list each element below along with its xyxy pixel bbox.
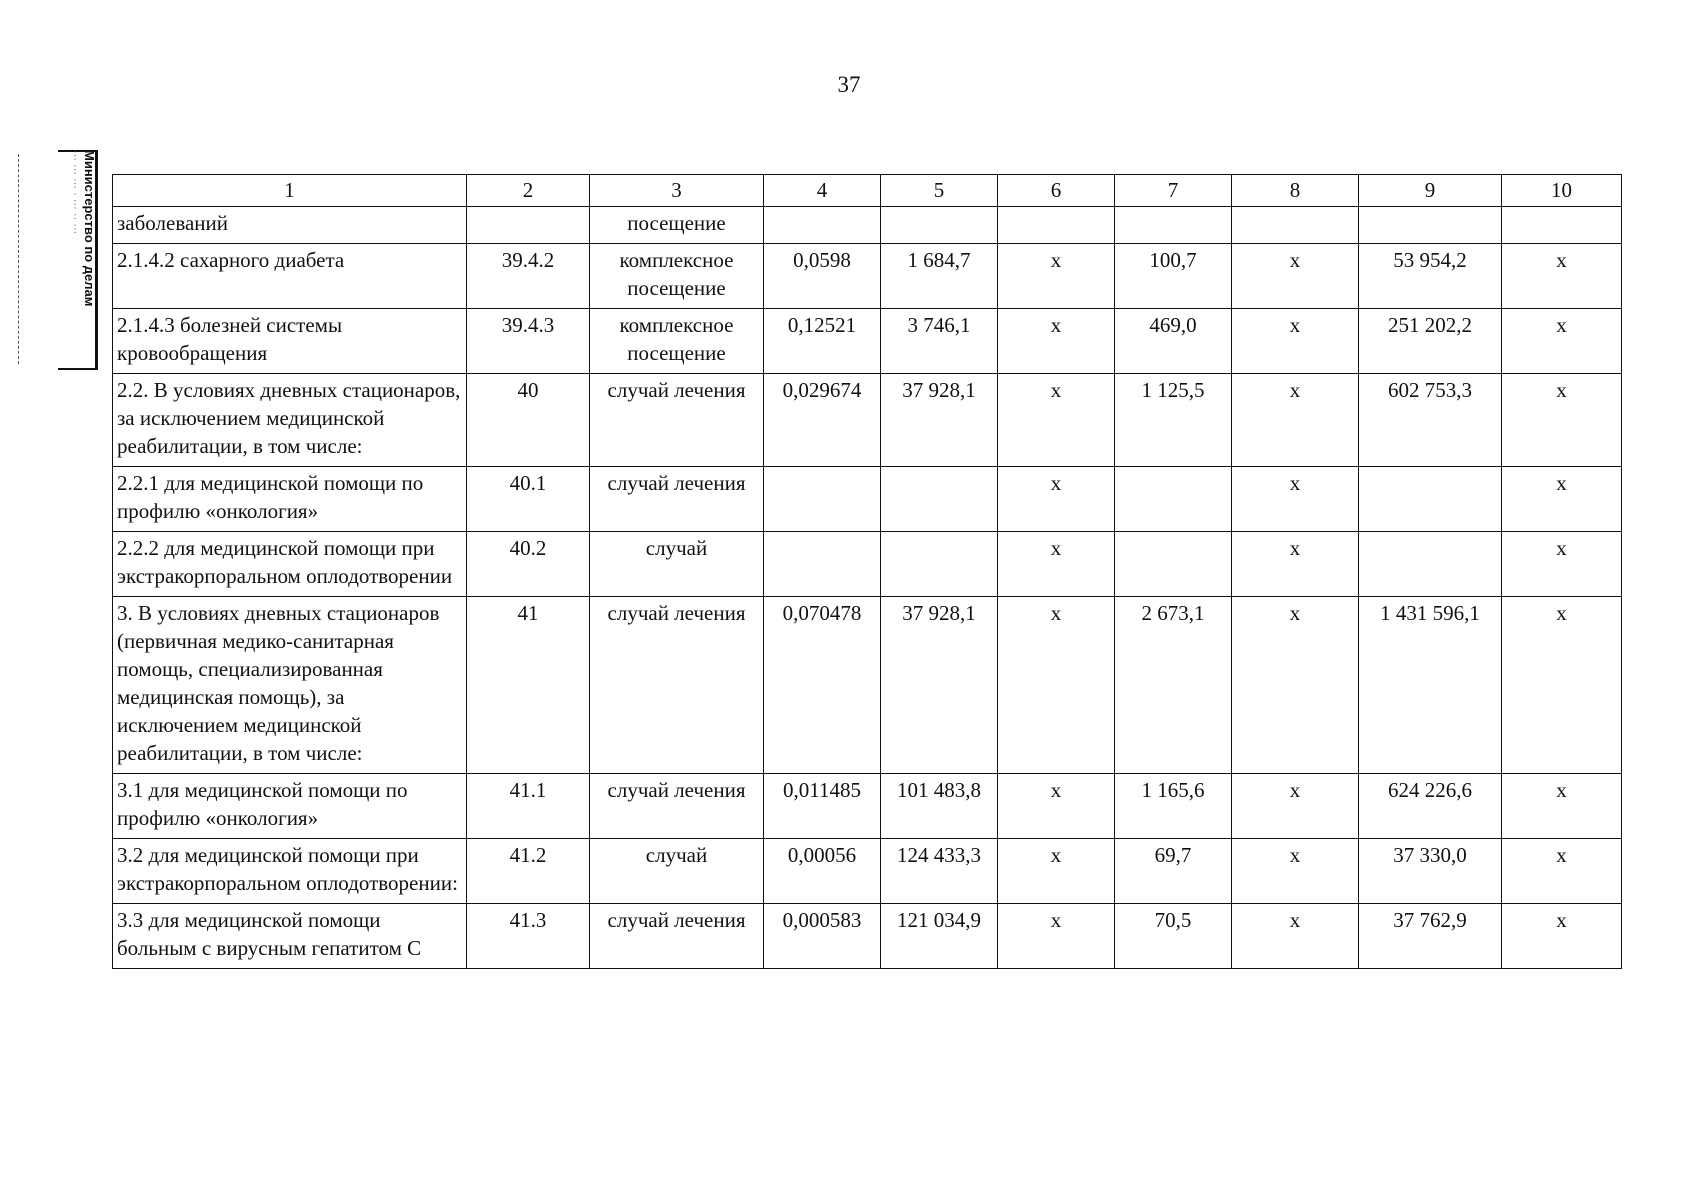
table-cell: 0,029674	[764, 374, 881, 467]
table-cell: х	[1502, 597, 1622, 774]
table-cell: комплексное посещение	[590, 309, 764, 374]
table-cell: 69,7	[1115, 839, 1232, 904]
row-label-cell: 2.1.4.3 болезней системы кровообращения	[113, 309, 467, 374]
table-cell: х	[1502, 839, 1622, 904]
table-cell: случай	[590, 532, 764, 597]
row-label-cell: 2.1.4.2 сахарного диабета	[113, 244, 467, 309]
table-cell: х	[998, 532, 1115, 597]
stamp-dashed-line	[18, 154, 19, 364]
table-cell	[1115, 532, 1232, 597]
table-cell: х	[1502, 309, 1622, 374]
table-cell: х	[998, 774, 1115, 839]
table-row	[113, 904, 1622, 969]
table-cell: х	[1232, 597, 1359, 774]
table-row	[113, 467, 1622, 532]
table-cell: 0,000583	[764, 904, 881, 969]
table-cell: случай лечения	[590, 374, 764, 467]
header-cell: 6	[998, 175, 1115, 207]
table-cell: 0,070478	[764, 597, 881, 774]
table-cell: х	[1232, 774, 1359, 839]
row-label-cell: 3.2 для медицинской помощи при экстракорпоральном оплодотворении:	[113, 839, 467, 904]
table-cell: 70,5	[1115, 904, 1232, 969]
table-cell: случай лечения	[590, 467, 764, 532]
table-cell: 602 753,3	[1359, 374, 1502, 467]
table-cell: 0,00056	[764, 839, 881, 904]
header-cell: 7	[1115, 175, 1232, 207]
table-cell: х	[1232, 374, 1359, 467]
table-cell: х	[1502, 532, 1622, 597]
table-cell	[764, 467, 881, 532]
header-cell: 2	[467, 175, 590, 207]
table-cell: 3 746,1	[881, 309, 998, 374]
table-row	[113, 244, 1622, 309]
table-cell: х	[1502, 244, 1622, 309]
table-row	[113, 597, 1622, 774]
table-row	[113, 374, 1622, 467]
table-cell: х	[998, 467, 1115, 532]
table-cell: случай лечения	[590, 774, 764, 839]
row-label-cell: 2.2.2 для медицинской помощи при экстракорпоральном оплодотворении	[113, 532, 467, 597]
table-cell	[1115, 467, 1232, 532]
table-cell: 624 226,6	[1359, 774, 1502, 839]
row-label-cell: 2.2.1 для медицинской помощи по профилю «онкология»	[113, 467, 467, 532]
table-cell: х	[1502, 374, 1622, 467]
table-cell: х	[1502, 467, 1622, 532]
table-cell: 100,7	[1115, 244, 1232, 309]
table-cell: 251 202,2	[1359, 309, 1502, 374]
table-header-row	[113, 175, 1622, 207]
header-cell: 4	[764, 175, 881, 207]
stamp-text	[63, 150, 97, 370]
table-cell: 40.2	[467, 532, 590, 597]
table-cell: посещение	[590, 207, 764, 244]
table-cell	[1115, 207, 1232, 244]
table-cell: 40.1	[467, 467, 590, 532]
table-cell	[1359, 467, 1502, 532]
ministry-stamp	[18, 150, 97, 370]
table-cell: х	[998, 839, 1115, 904]
table-cell: 2 673,1	[1115, 597, 1232, 774]
table-cell: 124 433,3	[881, 839, 998, 904]
table-cell	[998, 207, 1115, 244]
table-body	[113, 175, 1622, 969]
table-cell	[1359, 532, 1502, 597]
table-cell	[881, 207, 998, 244]
table-cell: х	[1502, 774, 1622, 839]
table-cell: х	[998, 904, 1115, 969]
table-cell: 469,0	[1115, 309, 1232, 374]
table-row	[113, 207, 1622, 244]
tariff-table	[112, 174, 1622, 969]
table-cell: 37 928,1	[881, 374, 998, 467]
table-cell: 0,12521	[764, 309, 881, 374]
table-cell: х	[1232, 244, 1359, 309]
table-cell: 0,011485	[764, 774, 881, 839]
table-cell: случай лечения	[590, 904, 764, 969]
table-cell: 39.4.3	[467, 309, 590, 374]
stamp-line-1: Министерство по делам	[82, 150, 97, 307]
table-cell: 41.2	[467, 839, 590, 904]
table-cell	[1359, 207, 1502, 244]
header-cell: 5	[881, 175, 998, 207]
table-cell: х	[998, 244, 1115, 309]
table-cell: 1 165,6	[1115, 774, 1232, 839]
table-cell: х	[1232, 839, 1359, 904]
table-cell: 1 125,5	[1115, 374, 1232, 467]
table-row	[113, 309, 1622, 374]
row-label-cell: заболеваний	[113, 207, 467, 244]
table-row	[113, 532, 1622, 597]
table-cell	[1502, 207, 1622, 244]
table-cell: х	[1232, 904, 1359, 969]
row-label-cell: 3. В условиях дневных стационаров (первичная медико-санитарная помощь, специализированная медицинская помощь), за исключением медицинской реабилитации, в том числе:	[113, 597, 467, 774]
table-cell: х	[1232, 467, 1359, 532]
table-row	[113, 839, 1622, 904]
table-cell: 1 684,7	[881, 244, 998, 309]
table-cell: 37 762,9	[1359, 904, 1502, 969]
table-row	[113, 774, 1622, 839]
table-cell: 121 034,9	[881, 904, 998, 969]
table-cell	[881, 532, 998, 597]
stamp-line-2: ··· ··· ··· · ··· ·· ···	[69, 150, 81, 235]
table-cell: 53 954,2	[1359, 244, 1502, 309]
table-cell: х	[1502, 904, 1622, 969]
row-label-cell: 3.3 для медицинской помощи больным с вирусным гепатитом С	[113, 904, 467, 969]
table-cell: 41.3	[467, 904, 590, 969]
page-number: 37	[837, 72, 861, 97]
table-cell: 40	[467, 374, 590, 467]
table-cell: х	[998, 597, 1115, 774]
table-cell: 101 483,8	[881, 774, 998, 839]
header-cell: 3	[590, 175, 764, 207]
row-label-cell: 3.1 для медицинской помощи по профилю «онкология»	[113, 774, 467, 839]
table-cell: х	[1232, 532, 1359, 597]
table-cell	[1232, 207, 1359, 244]
table-cell: х	[1232, 309, 1359, 374]
table-cell: случай лечения	[590, 597, 764, 774]
table-cell: х	[998, 374, 1115, 467]
table-cell	[764, 532, 881, 597]
table-cell: 39.4.2	[467, 244, 590, 309]
table-cell: 37 928,1	[881, 597, 998, 774]
table-cell	[467, 207, 590, 244]
row-label-cell: 2.2. В условиях дневных стационаров, за исключением медицинской реабилитации, в том числе:	[113, 374, 467, 467]
table-cell: 41.1	[467, 774, 590, 839]
table-cell	[881, 467, 998, 532]
table-cell: 0,0598	[764, 244, 881, 309]
table-cell	[764, 207, 881, 244]
table-cell: комплексное посещение	[590, 244, 764, 309]
table-cell: х	[998, 309, 1115, 374]
header-cell: 10	[1502, 175, 1622, 207]
header-cell: 9	[1359, 175, 1502, 207]
table-cell: 1 431 596,1	[1359, 597, 1502, 774]
table-cell: 41	[467, 597, 590, 774]
header-cell: 1	[113, 175, 467, 207]
table-cell: случай	[590, 839, 764, 904]
header-cell: 8	[1232, 175, 1359, 207]
table-cell: 37 330,0	[1359, 839, 1502, 904]
